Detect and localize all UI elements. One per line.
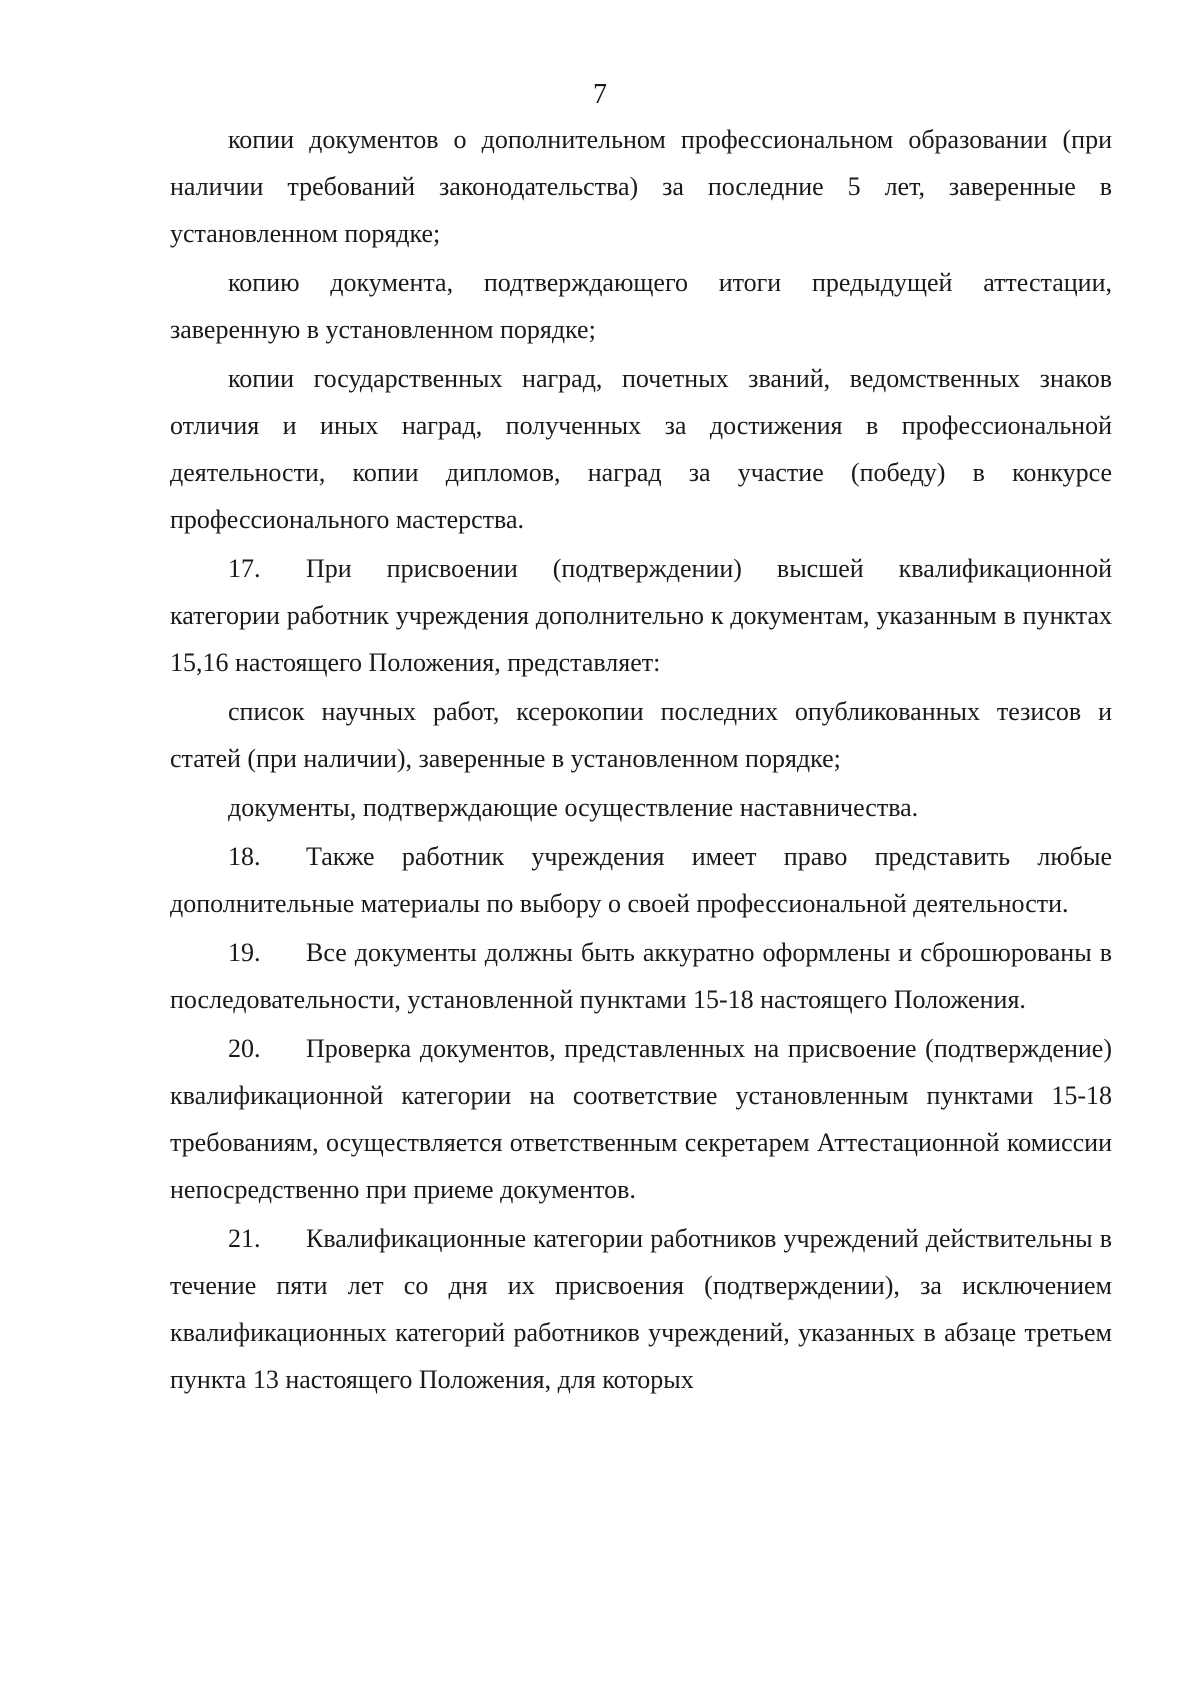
paragraph-number: 17.: [228, 554, 261, 583]
paragraph-item-18: [170, 833, 1112, 927]
paragraph: [170, 116, 1112, 257]
paragraph-number: 20.: [228, 1034, 261, 1063]
paragraph-text: Квалификационные категории работников учреждений действительны в течение пяти лет со дня их присвоения (подтверждении), за исключением квалификационных категорий работников учреждений, указанных в абзаце третьем пункта 13 настоящего Положения, для которых: [170, 1224, 1112, 1394]
paragraph: [170, 688, 1112, 782]
paragraph-text: список научных работ, ксерокопии последних опубликованных тезисов и статей (при наличии), заверенные в установленном порядке;: [170, 697, 1112, 773]
paragraph-item-20: [170, 1025, 1112, 1213]
paragraph-number: 18.: [228, 842, 261, 871]
document-body: [170, 116, 1112, 1403]
page-number: 7: [593, 79, 607, 110]
paragraph-item-17: [170, 545, 1112, 686]
paragraph: [170, 259, 1112, 353]
paragraph-text: копию документа, подтверждающего итоги предыдущей аттестации, заверенную в установленном порядке;: [170, 268, 1112, 344]
paragraph-text: Все документы должны быть аккуратно оформлены и сброшюрованы в последовательности, установленной пунктами 15-18 настоящего Положения.: [170, 938, 1112, 1014]
paragraph-number: 21.: [228, 1224, 261, 1253]
paragraph-item-21: [170, 1215, 1112, 1403]
paragraph-text: Проверка документов, представленных на присвоение (подтверждение) квалификационной категории на соответствие установленным пунктами 15-18 требованиям, осуществляется ответственным секретарем Аттестационной комиссии непосредственно при приеме документов.: [170, 1034, 1112, 1204]
paragraph-number: 19.: [228, 938, 261, 967]
paragraph-text: Также работник учреждения имеет право представить любые дополнительные материалы по выбору о своей профессиональной деятельности.: [170, 842, 1112, 918]
paragraph-text: документы, подтверждающие осуществление наставничества.: [228, 793, 919, 822]
paragraph-text: При присвоении (подтверждении) высшей квалификационной категории работник учреждения дополнительно к документам, указанным в пунктах 15,16 настоящего Положения, представляет:: [170, 554, 1112, 677]
paragraph-item-19: [170, 929, 1112, 1023]
paragraph-text: копии документов о дополнительном профессиональном образовании (при наличии требований законодательства) за последние 5 лет, заверенные в установленном порядке;: [170, 125, 1112, 248]
paragraph-text: копии государственных наград, почетных званий, ведомственных знаков отличия и иных наград, полученных за достижения в профессиональной деятельности, копии дипломов, наград за участие (победу) в конкурсе профессионального мастерства.: [170, 364, 1112, 534]
paragraph: [170, 355, 1112, 543]
paragraph: [170, 784, 1112, 831]
